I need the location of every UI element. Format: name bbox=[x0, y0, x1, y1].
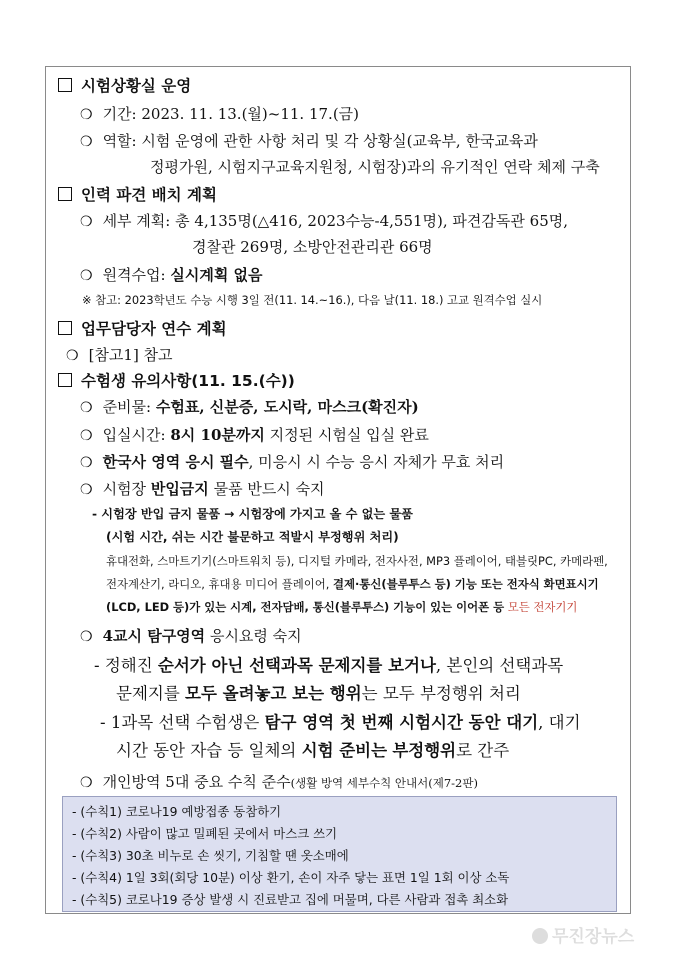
checkbox-square-icon bbox=[58, 321, 72, 335]
prep-line: ❍ 준비물: 수험표, 신분증, 도시락, 마스크(확진자) bbox=[80, 398, 419, 416]
circle-bullet-icon: ❍ bbox=[80, 775, 93, 791]
history-required-line: ❍ 한국사 영역 응시 필수, 미응시 시 수능 응시 자체가 무효 처리 bbox=[80, 453, 505, 471]
circle-bullet-icon: ❍ bbox=[80, 268, 93, 284]
circle-bullet-icon: ❍ bbox=[80, 107, 93, 123]
checkbox-square-icon bbox=[58, 373, 72, 387]
banned-list-line3: (LCD, LED 등)가 있는 시계, 전자담배, 통신(블루투스) 기능이 있는 이어폰 등 모든 전자기기 bbox=[106, 600, 578, 614]
circle-bullet-icon: ❍ bbox=[80, 455, 93, 471]
banned-sub-title: - 시험장 반입 금지 물품 → 시험장에 가지고 올 수 없는 물품 bbox=[92, 507, 413, 521]
section-training-heading: 업무담당자 연수 계획 bbox=[58, 317, 227, 339]
rule-item: - (수칙4) 1일 3회(회당 10분) 이상 환기, 손이 자주 닿는 표면 1일 1회 이상 소독 bbox=[72, 870, 510, 885]
inquiry-rule2-cont: 시간 동안 자습 등 일체의 시험 준비는 부정행위로 간주 bbox=[116, 741, 510, 760]
entry-time-line: ❍ 입실시간: 8시 10분까지 지정된 시험실 입실 완료 bbox=[80, 426, 429, 444]
circle-bullet-icon: ❍ bbox=[80, 482, 93, 498]
inquiry-rule1-cont: 문제지를 모두 올려놓고 보는 행위는 모두 부정행위 처리 bbox=[116, 684, 521, 703]
watermark: 무진장뉴스 bbox=[532, 922, 634, 947]
detail-plan-line: ❍ 세부 계획: 총 4,135명(△416, 2023수능-4,551명), 파견감독관 65명, bbox=[80, 212, 568, 230]
section-staffing-heading: 인력 파견 배치 계획 bbox=[58, 183, 217, 205]
banned-sub-paren: (시험 시간, 쉬는 시간 불문하고 적발시 부정행위 처리) bbox=[106, 530, 399, 544]
section-notice-heading: 수험생 유의사항(11. 15.(수)) bbox=[58, 369, 295, 391]
reference-note: ※ 참고: 2023학년도 수능 시행 3일 전(11. 14.~16.), 다음 날(11. 18.) 고교 원격수업 실시 bbox=[82, 293, 543, 307]
inquiry-rule1: - 정해진 순서가 아닌 선택과목 문제지를 보거나, 본인의 선택과목 bbox=[94, 656, 564, 675]
inquiry-line: ❍ 4교시 탐구영역 응시요령 숙지 bbox=[80, 627, 302, 645]
detail-plan-cont: 경찰관 269명, 소방안전관리관 66명 bbox=[192, 238, 433, 256]
remote-class-line: ❍ 원격수업: 실시계획 없음 bbox=[80, 266, 263, 284]
rule-item: - (수칙2) 사람이 많고 밀폐된 곳에서 마스크 쓰기 bbox=[72, 826, 338, 841]
circle-bullet-icon: ❍ bbox=[80, 428, 93, 444]
logo-circle-icon bbox=[532, 928, 548, 944]
checkbox-square-icon bbox=[58, 78, 72, 92]
circle-bullet-icon: ❍ bbox=[80, 629, 93, 645]
circle-bullet-icon: ❍ bbox=[80, 214, 93, 230]
circle-bullet-icon: ❍ bbox=[80, 400, 93, 416]
inquiry-rule2: - 1과목 선택 수험생은 탐구 영역 첫 번째 시험시간 동안 대기, 대기 bbox=[100, 713, 581, 732]
circle-bullet-icon: ❍ bbox=[80, 134, 93, 150]
rule-item: - (수칙3) 30초 비누로 손 씻기, 기침할 땐 옷소매에 bbox=[72, 848, 349, 863]
section-ops-heading: 시험상황실 운영 bbox=[58, 74, 191, 96]
training-item: ❍ [참고1] 참고 bbox=[66, 346, 173, 364]
role-line-cont: 정평가원, 시험지구교육지원청, 시험장)과의 유기적인 연락 체제 구축 bbox=[150, 158, 600, 176]
banned-list-line1: 휴대전화, 스마트기기(스마트워치 등), 디지털 카메라, 전자사전, MP3 플레이어, 태블릿PC, 카메라펜, bbox=[106, 554, 608, 568]
banned-list-line2: 전자계산기, 라디오, 휴대용 미디어 플레이어, 결제·통신(블루투스 등) 기능 또는 전자식 화면표시기 bbox=[106, 577, 599, 591]
rule-item: - (수칙5) 코로나19 증상 발생 시 진료받고 집에 머물며, 다른 사람과 접촉 최소화 bbox=[72, 892, 509, 907]
period-line: ❍ 기간: 2023. 11. 13.(월)~11. 17.(금) bbox=[80, 105, 360, 123]
rule-item: - (수칙1) 코로나19 예방접종 동참하기 bbox=[72, 804, 282, 819]
quarantine-line: ❍ 개인방역 5대 중요 수칙 준수(생활 방역 세부수칙 안내서(제7-2판) bbox=[80, 773, 478, 791]
role-line: ❍ 역할: 시험 운영에 관한 사항 처리 및 각 상황실(교육부, 한국교육과 bbox=[80, 132, 538, 150]
checkbox-square-icon bbox=[58, 187, 72, 201]
banned-items-line: ❍ 시험장 반입금지 물품 반드시 숙지 bbox=[80, 480, 325, 498]
circle-bullet-icon: ❍ bbox=[66, 348, 79, 364]
